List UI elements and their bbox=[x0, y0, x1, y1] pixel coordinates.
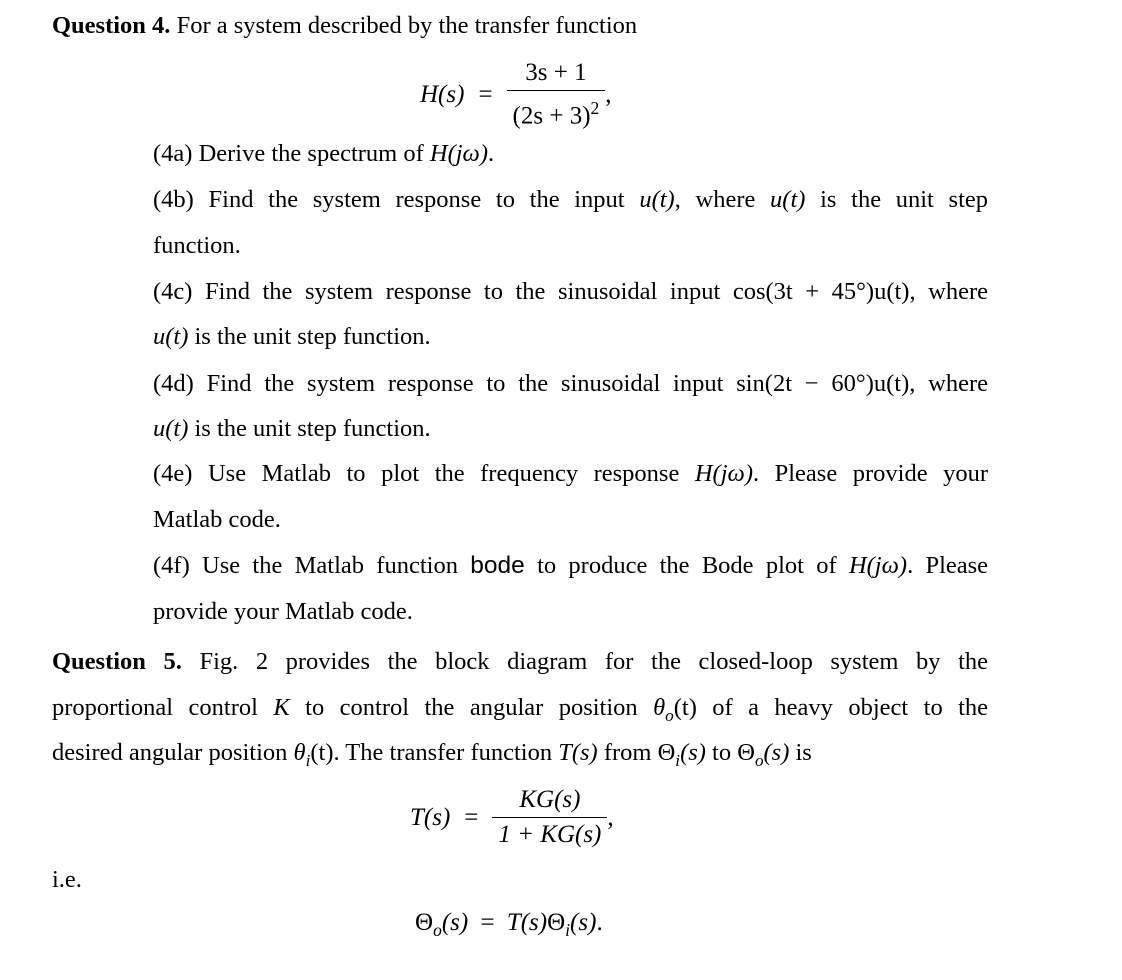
q4f-tag: (4f) bbox=[153, 552, 190, 579]
q4b-tag: (4b) bbox=[153, 186, 194, 213]
q5-Theta-o-sym: Θ bbox=[737, 739, 755, 766]
q5-l3c: from bbox=[603, 739, 652, 766]
q5-l3b: . The transfer function bbox=[333, 739, 553, 766]
q5-theta-i-arg: (t) bbox=[310, 739, 334, 766]
q4e-text: Use Matlab to plot the frequency response bbox=[207, 460, 680, 487]
q4d-text: Find the system response to the sinusoidal input bbox=[206, 370, 724, 397]
q5-Theta-i-sub: i bbox=[675, 750, 681, 770]
q4f-text: Use the Matlab function bbox=[202, 552, 458, 579]
q5-eq1-denominator: 1 + KG(s) bbox=[498, 821, 602, 848]
q4b-mid: , where bbox=[674, 186, 756, 213]
q4-intro-line bbox=[52, 11, 637, 41]
q5-line2 bbox=[52, 693, 988, 731]
q5-eq2-arg-o: (s) bbox=[441, 909, 469, 936]
q4d-math: sin(2t − 60°)u(t) bbox=[736, 370, 910, 397]
q5-line3 bbox=[52, 738, 812, 776]
q5-eq2-end: . bbox=[596, 909, 603, 936]
q4c-line1 bbox=[153, 277, 988, 307]
q5-eq1-equals: = bbox=[464, 803, 479, 831]
q4-eq-denominator bbox=[507, 91, 606, 131]
q4a-end: . bbox=[488, 140, 495, 167]
q4b-line2: function. bbox=[153, 232, 241, 259]
q5-eq2-equals: = bbox=[480, 909, 495, 936]
q4d-line2-text: is the unit step function. bbox=[194, 415, 431, 442]
q4d-line2 bbox=[153, 414, 431, 444]
q4d-math2: u(t) bbox=[153, 415, 189, 442]
q4b-line1 bbox=[153, 185, 988, 215]
q5-T: T(s) bbox=[558, 739, 598, 766]
q5-line1-text: Fig. 2 provides the block diagram for the closed-loop system by the bbox=[199, 648, 989, 675]
q4c-end: , where bbox=[909, 278, 988, 305]
q5-theta-i-sub: i bbox=[305, 750, 311, 770]
q4c-tag: (4c) bbox=[153, 278, 193, 305]
q5-is: is bbox=[795, 739, 812, 766]
q4f-math: H(jω) bbox=[848, 552, 908, 579]
q4e-line1 bbox=[153, 459, 988, 489]
q4-eq-equals: = bbox=[478, 80, 493, 108]
q4d-tag: (4d) bbox=[153, 370, 194, 397]
q5-eq2-Theta-o: Θ bbox=[415, 909, 434, 936]
q5-ie: i.e. bbox=[52, 866, 82, 893]
q4e-math: H(jω) bbox=[694, 460, 753, 487]
q5-l2b: to control the angular position bbox=[305, 694, 638, 721]
q4-eq-tail: , bbox=[605, 80, 612, 108]
q4-eq-lhs: H(s) bbox=[420, 80, 465, 108]
q4a-math: H(jω) bbox=[429, 140, 489, 167]
q5-theta-i-sym: θ bbox=[293, 739, 306, 766]
q5-line1 bbox=[52, 647, 988, 677]
q5-eq2-Theta-i: Θ bbox=[547, 909, 566, 936]
q5-l2c: of a heavy object to the bbox=[712, 694, 989, 721]
q5-eq2-sub-o: o bbox=[433, 920, 442, 940]
q4f-line1 bbox=[153, 551, 988, 581]
q4-intro-text: For a system described by the transfer function bbox=[176, 12, 638, 39]
q4e-line2: Matlab code. bbox=[153, 506, 281, 533]
q5-Theta-i bbox=[657, 739, 706, 770]
q5-eq1-tail: , bbox=[607, 803, 614, 831]
q4e-text2: . Please provide your bbox=[752, 460, 988, 487]
q4b-text2: is the unit step bbox=[820, 186, 989, 213]
q5-Theta-i-sym: Θ bbox=[657, 739, 676, 766]
q5-eq2-T: T(s) bbox=[506, 909, 548, 936]
q5-theta-o-sub: o bbox=[665, 705, 674, 725]
q5-eq1-fraction bbox=[492, 785, 607, 850]
q5-l3a: desired angular position bbox=[52, 739, 288, 766]
q4a-tag: (4a) bbox=[153, 140, 193, 167]
q4-eq-fraction bbox=[507, 58, 606, 131]
q5-Theta-o-sub: o bbox=[754, 750, 764, 770]
q4-eq-den-exp: 2 bbox=[590, 98, 600, 118]
q4f-code: bode bbox=[470, 552, 525, 579]
q5-closed-loop-equation bbox=[410, 785, 614, 850]
q4d-line1 bbox=[153, 369, 988, 399]
q5-Theta-o bbox=[737, 739, 790, 770]
q4c-line2 bbox=[153, 322, 431, 352]
q4d-end: , where bbox=[909, 370, 988, 397]
q5-eq2-sub-i: i bbox=[565, 920, 571, 940]
q5-eq1-lhs: T(s) bbox=[410, 803, 451, 831]
q5-output-equation bbox=[415, 908, 603, 945]
q5-label: Question 5. bbox=[52, 648, 182, 675]
q4b-math2: u(t) bbox=[770, 186, 806, 213]
q4-label: Question 4. bbox=[52, 12, 171, 39]
q4e-tag: (4e) bbox=[153, 460, 193, 487]
q5-K: K bbox=[273, 694, 290, 721]
q5-Theta-o-arg: (s) bbox=[763, 739, 790, 766]
q5-Theta-i-arg: (s) bbox=[680, 739, 706, 766]
q4a-text: Derive the spectrum of bbox=[198, 140, 424, 167]
q4c-text: Find the system response to the sinusoidal input bbox=[205, 278, 721, 305]
q5-theta-i bbox=[293, 739, 334, 770]
q4b-text: Find the system response to the input bbox=[208, 186, 625, 213]
q4b-math1: u(t) bbox=[639, 186, 675, 213]
q4c-line2-text: is the unit step function. bbox=[194, 323, 431, 350]
q4f-text2: to produce the Bode plot of bbox=[537, 552, 837, 579]
q4c-math2: u(t) bbox=[153, 323, 189, 350]
q4-transfer-function bbox=[420, 58, 612, 131]
q4f-text3: . Please bbox=[907, 552, 989, 579]
q4a-line bbox=[153, 139, 494, 169]
q4c-math: cos(3t + 45°)u(t) bbox=[732, 278, 910, 305]
q5-l2a: proportional control bbox=[52, 694, 258, 721]
q4-eq-numerator: 3s + 1 bbox=[507, 58, 606, 91]
q5-eq2-arg-i: (s) bbox=[570, 909, 597, 936]
q5-theta-o bbox=[653, 694, 697, 725]
q5-to: to bbox=[712, 739, 732, 766]
q5-eq1-numerator: KG(s) bbox=[492, 785, 607, 818]
q5-theta-o-sym: θ bbox=[653, 694, 666, 721]
q4f-line2: provide your Matlab code. bbox=[153, 598, 413, 625]
q5-theta-o-arg: (t) bbox=[673, 694, 697, 721]
q4-eq-den-base: (2s + 3) bbox=[512, 102, 591, 130]
